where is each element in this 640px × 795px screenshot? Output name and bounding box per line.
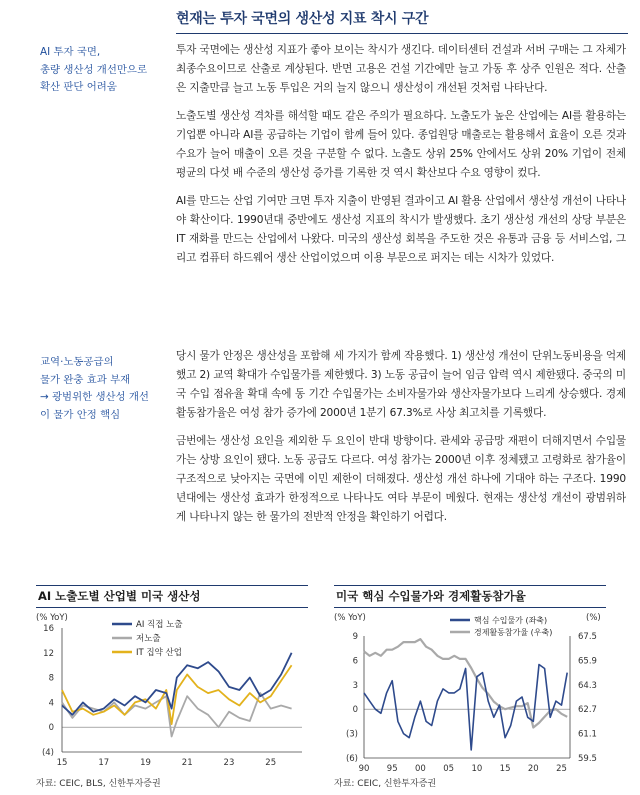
chart1-legend-label: IT 집약 산업 bbox=[136, 648, 182, 658]
chart2-rule-top bbox=[334, 585, 606, 586]
chart1-xtick-label: 19 bbox=[140, 758, 151, 768]
chart1-ytick-label: 16 bbox=[43, 624, 54, 634]
side-note-2: 교역·노동공급의 물가 완충 효과 부재 → 광범위한 생산성 개선 이 물가 안정 핵심 bbox=[40, 356, 149, 421]
chart1-xtick-label: 15 bbox=[56, 758, 68, 768]
page-title: 현재는 투자 국면의 생산성 지표 착시 구간 bbox=[176, 11, 429, 27]
chart1-title: AI 노출도별 산업별 미국 생산성 bbox=[38, 589, 201, 603]
chart1-ytick-label: 12 bbox=[43, 648, 54, 659]
chart2-xtick-label: 25 bbox=[556, 764, 567, 774]
chart2-ytick-right: 62.7 bbox=[578, 705, 597, 716]
chart1-xtick-label: 23 bbox=[223, 758, 235, 768]
chart1-ytick-label: 8 bbox=[48, 673, 54, 684]
paragraph-3: AI를 만드는 산업 기여만 크면 투자 지출이 반영된 결과이고 AI 활용 산업에서 생산성 개선이 나타나야 확산이다. 1990년대 중반에도 생산성 지표의 착시가 발생했다. 초기 생산성 개선의 상당 부분은 IT 재화를 만드는 산업에서 나왔다. 미국의 생산성 회복을 주도한 것은 유통과 금융 등 서비스업, 그리고 컴퓨터 하드웨어 생산 산업이었으며 이용 부문으로 퍼지는 데는 시차가 있었다. bbox=[176, 195, 626, 264]
chart2-ytick-left: 3 bbox=[352, 680, 358, 691]
paragraph-2: 노출도별 생산성 격차를 해석할 때도 같은 주의가 필요하다. 노출도가 높은 산업에는 AI를 활용하는 기업뿐 아니라 AI를 공급하는 기업이 함께 들어 있다. 종업원당 매출로는 활용해서 효율이 오른 것과 수요가 늘어 매출이 오른 것을 구분할 수 없다. 노출도 상위 25% 안에서도 상위 20% 기업이 전체 평균의 다섯 배 수준의 생산성 증가를 기록한 것 역시 확산보다 수요 영향이 컸다. bbox=[176, 110, 626, 179]
chart2-source: 자료: CEIC, 신한투자증권 bbox=[334, 779, 437, 789]
chart2-xtick-label: 05 bbox=[443, 764, 455, 774]
chart1-xtick-label: 25 bbox=[265, 758, 277, 768]
chart1-xtick-label: 17 bbox=[98, 758, 110, 768]
body-text-1 bbox=[176, 41, 626, 277]
chart1-rule-top bbox=[36, 585, 308, 586]
chart1-series-line-1 bbox=[62, 653, 292, 715]
chart1-series-line-3 bbox=[62, 665, 292, 724]
chart2-xtick-label: 00 bbox=[415, 764, 426, 774]
chart1-plot bbox=[30, 608, 310, 774]
chart1-ytick-label: (4) bbox=[41, 748, 54, 758]
chart1-unit-label: (% YoY) bbox=[36, 613, 68, 623]
chart2-unit-left: (% YoY) bbox=[334, 613, 366, 623]
chart1-legend-label: AI 직접 노출 bbox=[136, 620, 183, 630]
chart1-xtick-label: 21 bbox=[181, 758, 193, 768]
chart2-unit-right: (%) bbox=[586, 613, 601, 623]
chart2-xtick-label: 10 bbox=[471, 764, 483, 774]
paragraph-4: 당시 물가 안정은 생산성을 포함해 세 가지가 함께 작용했다. 1) 생산성 개선이 단위노동비용을 억제했고 2) 교역 확대가 수입물가를 제한했다. 3) 노동 공급이 늘어 임금 압력 역시 제한됐다. 중국의 미국 수입 점유율 확대 속에 동 기간 수입물가는 소비자물가와 생산자물가보다 느리게 상승했다. 경제활동참가율은 여성 참가 증가에 2000년 1분기 67.3%로 사상 최고치를 기록했다. bbox=[176, 350, 626, 419]
chart2-legend-label: 핵심 수입물가 (좌축) bbox=[474, 616, 548, 625]
paragraph-1: 투자 국면에는 생산성 지표가 좋아 보이는 착시가 생긴다. 데이터센터 건설과 서버 구매는 그 자체가 최종수요이므로 산출로 계상된다. 반면 고용은 건설 기간에만 늘고 가동 후 상주 인원은 적다. 산출은 지출만큼 늘고 노동 투입은 거의 늘지 않으니 생산성이 개선된 것처럼 나타난다. bbox=[176, 44, 626, 94]
chart2-xtick-label: 95 bbox=[386, 764, 398, 774]
chart2-ytick-left: (3) bbox=[345, 729, 358, 740]
chart1-legend-label: 저노출 bbox=[136, 634, 161, 644]
side-note-1: AI 투자 국면, 총량 생산성 개선만으로 확산 판단 어려움 bbox=[40, 46, 147, 93]
chart1-ytick-label: 4 bbox=[48, 698, 54, 709]
chart2-ytick-left: 9 bbox=[352, 632, 358, 642]
chart2-xtick-label: 90 bbox=[358, 764, 370, 774]
chart2-ytick-left: 6 bbox=[352, 656, 358, 667]
chart2-ytick-right: 67.5 bbox=[578, 632, 597, 642]
chart2-xtick-label: 20 bbox=[527, 764, 539, 774]
chart2-ytick-right: 65.9 bbox=[578, 656, 597, 667]
chart2-ytick-right: 61.1 bbox=[578, 729, 597, 740]
chart2-ytick-left: 0 bbox=[352, 705, 358, 716]
paragraph-5: 금번에는 생산성 요인을 제외한 두 요인이 반대 방향이다. 관세와 공급망 재편이 더해지면서 수입물가는 상방 요인이 됐다. 노동 공급도 다르다. 여성 참가는 2000년 이후 정체됐고 고령화로 참가율이 구조적으로 낮아지는 국면에 이민 제한이 더해졌다. 생산성 개선 하나에 기대야 하는 구조다. 1990년대에는 생산성 효과가 한정적으로 나타나도 여타 부문이 메웠다. 현재는 생산성 개선이 광범위하게 나타나지 않는 한 물가의 전반적 안정을 확인하기 어렵다. bbox=[176, 435, 626, 523]
chart2-ytick-right: 59.5 bbox=[578, 754, 597, 764]
chart2-legend-label: 경제활동참가율 (우축) bbox=[474, 628, 553, 637]
chart2-ytick-left: (6) bbox=[345, 754, 358, 764]
title-rule bbox=[176, 33, 628, 34]
chart1-ytick-label: 0 bbox=[48, 723, 54, 734]
chart2-title: 미국 핵심 수입물가와 경제활동참가율 bbox=[336, 589, 526, 603]
chart2-series-import-line bbox=[364, 665, 567, 750]
chart2-xtick-label: 15 bbox=[499, 764, 511, 774]
chart2-ytick-right: 64.3 bbox=[578, 680, 597, 691]
chart1-source: 자료: CEIC, BLS, 신한투자증권 bbox=[36, 779, 161, 789]
chart2-plot bbox=[328, 608, 610, 774]
body-text-2 bbox=[176, 347, 626, 536]
